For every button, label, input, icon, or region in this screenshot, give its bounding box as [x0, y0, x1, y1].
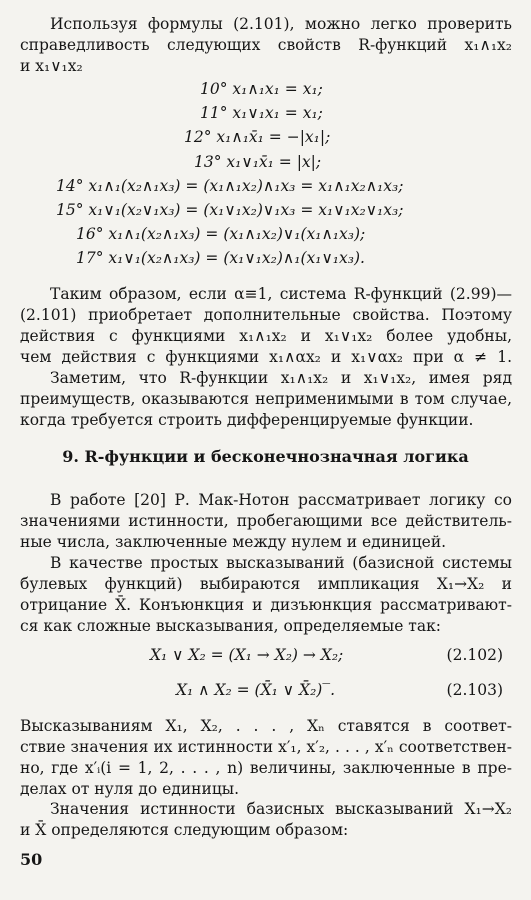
paragraph-line: ся как сложные высказывания, определяемые так: — [20, 617, 442, 635]
paragraph-line: Используя формулы (2.101), можно легко проверить — [50, 15, 512, 33]
paragraph-line: Заметим, что R-функции x₁∧₁x₂ и x₁∨₁x₂, имея ряд — [50, 369, 512, 387]
paragraph-line: действия с функциями x₁∧₁x₂ и x₁∨₁x₂ более удобны, — [20, 327, 512, 345]
equation-2-103: X₁ ∧ X₂ = (X̄̄₁ ∨ X̄̄₂)‾. — [176, 681, 336, 699]
paragraph-line: значениями истинности, пробегающими все действитель- — [20, 512, 512, 530]
equation-number: (2.102) — [446, 646, 503, 664]
formula-line: 16° x₁∧₁(x₂∧₁x₃) = (x₁∧₁x₂)∨₁(x₁∧₁x₃); — [76, 225, 366, 243]
equation-number: (2.103) — [446, 681, 503, 699]
paragraph-line: когда требуется строить дифференцируемые функции. — [20, 411, 474, 429]
paragraph-line: булевых функций) выбираются импликация X₁→X₂ и — [20, 575, 512, 593]
paragraph-line: Таким образом, если α≡1, система R-функций (2.99)— — [50, 285, 512, 303]
paragraph-line: но, где x′ᵢ(i = 1, 2, . . . , n) величины, заключенные в пре- — [20, 759, 512, 777]
paragraph-line: ные числа, заключенные между нулем и единицей. — [20, 533, 447, 551]
formula-line: 10° x₁∧₁x₁ = x₁; — [200, 80, 323, 98]
paragraph-line: преимуществ, оказываются неприменимыми в том случае, — [20, 390, 512, 408]
paragraph-line: ствие значения их истинности x′₁, x′₂, . . . , x′ₙ соответствен- — [20, 738, 512, 756]
formula-line: 15° x₁∨₁(x₂∨₁x₃) = (x₁∨₁x₂)∨₁x₃ = x₁∨₁x₂∨₁x₃; — [56, 201, 404, 219]
paragraph-line: В качестве простых высказываний (базисной системы — [50, 554, 512, 572]
paragraph-line: делах от нуля до единицы. — [20, 780, 240, 798]
formula-line: 13° x₁∨₁x̄₁ = |x|; — [194, 153, 322, 171]
paragraph-line: В работе [20] Р. Мак-Нотон рассматривает логику со — [50, 491, 512, 509]
paragraph-line: Значения истинности базисных высказываний X₁→X₂ — [50, 800, 512, 818]
paragraph-line: чем действия с функциями x₁∧αx₂ и x₁∨αx₂ при α ≠ 1. — [20, 348, 512, 366]
paragraph-line: справедливость следующих свойств R-функций x₁∧₁x₂ — [20, 36, 512, 54]
formula-line: 17° x₁∨₁(x₂∧₁x₃) = (x₁∨₁x₂)∧₁(x₁∨₁x₃). — [76, 249, 365, 267]
paragraph-line: и X̄ определяются следующим образом: — [20, 821, 349, 839]
paragraph-line: отрицание X̄. Конъюнкция и дизъюнкция рассматривают- — [20, 596, 512, 614]
formula-line: 14° x₁∧₁(x₂∧₁x₃) = (x₁∧₁x₂)∧₁x₃ = x₁∧₁x₂∧₁x₃; — [56, 177, 404, 195]
equation-2-102: X₁ ∨ X₂ = (X₁ → X₂) → X₂; — [150, 646, 344, 664]
formula-line: 11° x₁∨₁x₁ = x₁; — [200, 104, 323, 122]
page-number: 50 — [20, 850, 43, 869]
paragraph-line: (2.101) приобретает дополнительные свойства. Поэтому — [20, 306, 512, 324]
formula-line: 12° x₁∧₁x̄₁ = −|x₁|; — [184, 128, 331, 146]
section-heading: 9. R-функции и бесконечнозначная логика — [62, 447, 469, 466]
paragraph-line: Высказываниям X₁, X₂, . . . , Xₙ ставятся в соответ- — [20, 717, 512, 735]
paragraph-line: и x₁∨₁x₂ — [20, 57, 83, 75]
